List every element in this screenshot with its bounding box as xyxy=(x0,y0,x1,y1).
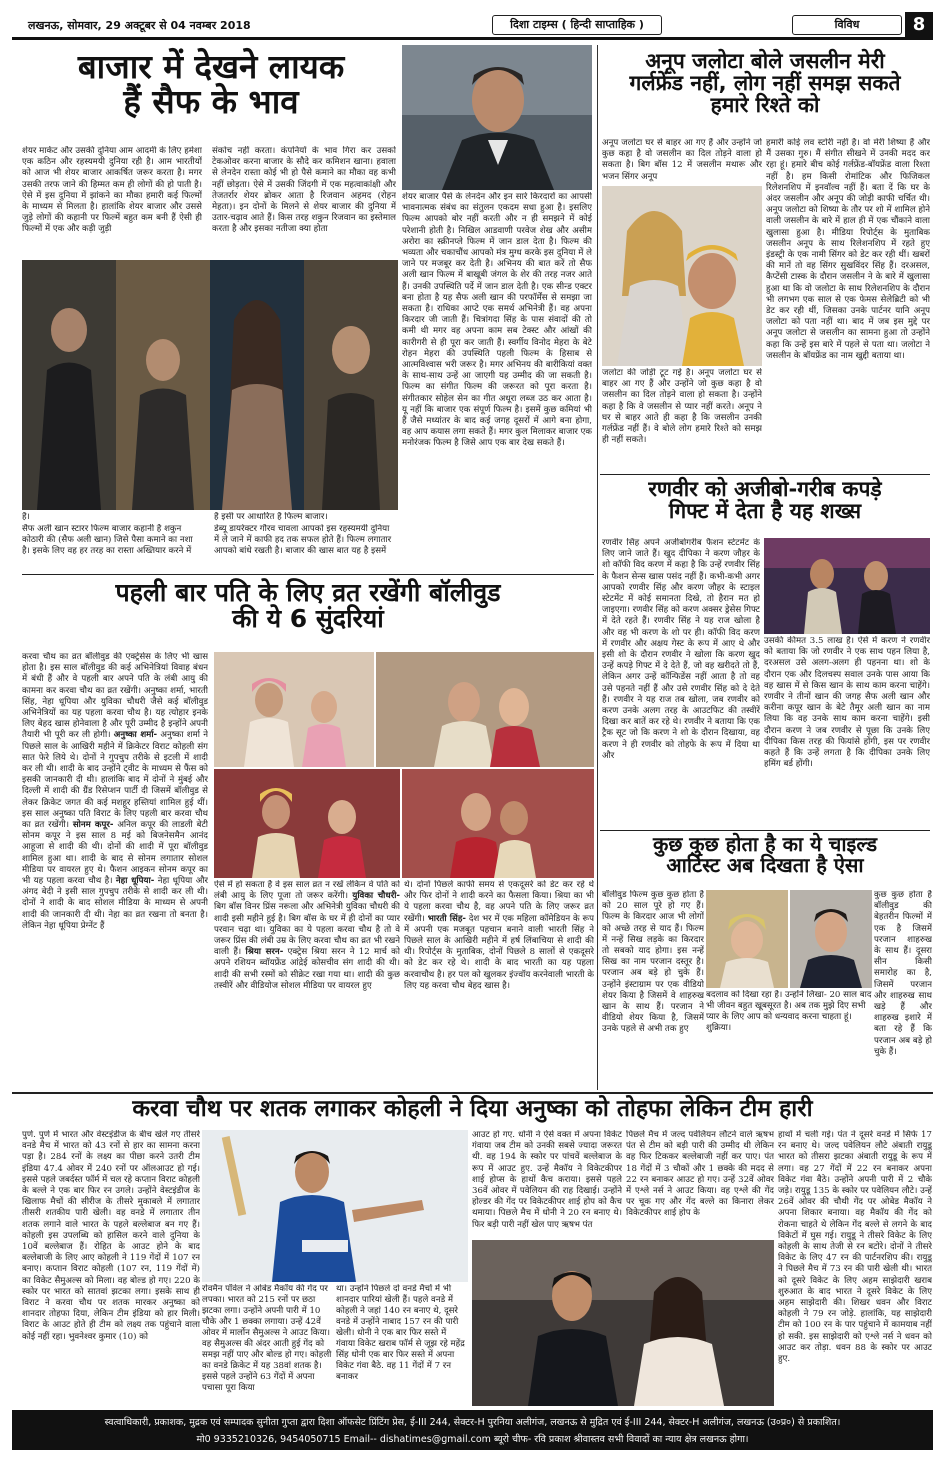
kohli-col1: पुणे. पुणे में भारत और वेस्टइंडीज के बीच खेले गए तीसरे वनडे मैच में भारत को 43 रनों से हार का सामना करना पड़ा है। 284 रनों के लक्ष्य का पीछा करने उतरी टीम इंडिया 47.4 ओवर में 240 रनों पर ऑलआउट हो गई। इससे पहले जबर्दस्त फॉर्म में चल रहे कप्तान विराट कोहली के बल्ले ने एक बार फिर रन उगले। उन्होंने वेस्टइंडीज के खिलाफ मैचों की सीरीज के तीसरे मुकाबले में लगातार तीसरी शतकीय पारी खेली। वह वनडे में लगातार तीन शतक लगाने वाले भारत के पहले बल्लेबाज बन गए हैं। कोहली इस उपलब्धि को हासिल करने वाले दुनिया के 10वें बल्लेबाज हैं। रोहित के आउट होने के बाद बल्लेबाजी के लिए आए कोहली ने 119 गेंदों में 107 रन बनाए। कप्तान विराट कोहली (107 रन, 119 गेंदों में) का विकेट सैमुअल्स को मिला। वह बोल्ड हो गए। 220 के स्कोर पर भारत को सातवां झटका लगा। इसके साथ ही विराट ने करवा चौथ पर शतक मारकर अनुष्का को शानदार तोहफा दिया, लेकिन टीम इंडिया को हार मिली। विराट के आउट होते ही टीम को लक्ष्य तक पहुंचाने वाला कोई नहीं रहा। भुवनेश्वर कुमार (10) को xyxy=(22,1130,200,1342)
karwa-col2-intro: ऐसे में हो सकता है वे इस साल व्रत न रखें लेकिन वे पति को लंबी आयु के लिए पूजा तो जरूर करेंगी। xyxy=(214,880,400,902)
karwa-col3-intro: थे। दोनों पिछले काफी समय से एकदूसरे को डेट कर रहे थे और फिर दोनों ने शादी करने का फैसला किया। श्रिया का भी ये पहला करवा चौथ है, वह अपने पति के लिए जरूर व्रत रखेंगी। xyxy=(404,880,594,924)
neha-text: नेहा धूपिया और अंगद बेदी ने इसी साल गुपचुप तरीके से शादी कर ली थी। दोनों ने शादी के बाद सोशल मीडिया के माध्यम से अपनी शादी की जानकारी दी थी। नेहा का व्रत रखना तो बनता है। लेकिन नेहा धूपिया प्रेग्नेंट हैं xyxy=(22,876,208,931)
ranveer-headline-line1: रणवीर को अजीबो-गरीब कपड़े xyxy=(648,477,882,501)
saif-caption-mid-b: डेब्यू डायरेक्टर गौरव चावला आपको इस रहस्यमयी दुनिया में ले जाने में काफी हद तक सफल होते हैं। फिल्म लगातार आपको बांधे रखती है। बाजार की खास बात यह है इसमें xyxy=(214,524,392,556)
saif-col3: शेयर बाजार पैसे के लेनदेन और इन सारे किरदारों का आपसी भावनात्मक संबंध का संतुलन एकदम सधा हुआ है। इसलिए फिल्म आपको बोर नहीं करती और न ही समझने में कोई परेशानी होती है। निखिल आडवाणी परवेज शेख और असीम अरोरा का स्क्रीनप्ले फिल्म में जान डाल देता है। फिल्म की भव्यता और चकाचौंध आपको मंत्र मुग्ध करके इस दुनिया में ले जाने पर मजबूर कर देती है। अभिनय की बात करें तो सैफ अली खान फिल्म में बाखूबी जंगल के शेर की तरह नजर आते हैं। उनकी उपस्थिति पर्दे में जान डाल देती है। एक सीन्ड एक्टर बना होता है यह सैफ अली खान की परफॉर्मेंस से समझा जा सकता है। राधिका आप्टे एक समर्थ अभिनेत्री हैं। वह अपना किरदार जी जाती हैं। चित्रांगदा सिंह के पास संवादों की तो कमी थी मगर वह अपना काम सब टेक्स्ट और आंखों की कारीगरी से ही पूरा कर जाती हैं। स्वर्गीय विनोद मेहरा के बेटे रोहन मेहरा की उपस्थिति पहली फिल्म के हिसाब से आत्मविश्वास भरी जरूर है। मगर अभिनय की बारीकियां वक्त के साथ-साथ उन्हें आ जाएगी यह उम्मीद की जा सकती है। फिल्म का संगीत फिल्म की जरूरत को पूरा करता है। संगीतकार सोहेल सेन का गीत अधूरा लब्ज उठ कर आता है। यू नहीं कि बाजार एक संपूर्ण फिल्म है। इसमें कुछ कमियां भी हैं जैसे मध्यांतर के बाद कई जगह दूसरों में आगे बना होगा, वह आप कयास लगा सकते हैं। मगर कुल मिलाकर बाजार एक मनोरंजक फिल्म है जिसे आप एक बार देख सकते हैं। xyxy=(402,192,592,449)
anup-col1-bottom: जलोटा की जोड़ी टूट गई है। अनूप जलोटा घर से बाहर आ गए हैं और उन्होंने जो कुछ कहा है वो जसलीन का दिल तोड़ने वाला हो सकता है। उन्होंने कहा है कि वे जसलीन से प्यार नहीं करते। अनूप ने घर से बाहर आते ही कहा है कि जसलीन उनकी गर्लफ्रेंड नहीं हैं। वे बोले लोग हमारे रिश्ते को समझ ही नहीं सकते। xyxy=(602,368,762,446)
kohli-batting-image xyxy=(202,1130,468,1282)
karwa-headline-line2: की ये 6 सुंदरियां xyxy=(232,604,384,634)
karwa-photo-grid xyxy=(214,652,594,878)
anup-headline xyxy=(600,50,930,116)
anup-headline-line2: गर्लफ्रेंड नहीं, लोग नहीं समझ सकते xyxy=(629,71,901,96)
saif-film-still-image xyxy=(22,260,398,510)
saif-portrait-photo xyxy=(402,45,592,190)
karwa-col3 xyxy=(404,880,594,1090)
section-divider xyxy=(22,574,594,575)
saif-film-still-photo xyxy=(22,260,398,510)
saif-portrait-image xyxy=(402,45,592,190)
shriya-label: श्रिया सरन- xyxy=(245,947,284,958)
saif-caption-left-a: है। xyxy=(22,512,30,522)
imprint-line2: मो0 9335210326, 9454050715 Email-- dishatimes@gmail.com ब्यूरो चीफ- रवि प्रकाश श्रीवास्तव सभी विवादों का न्याय क्षेत्र लखनऊ होगा। xyxy=(196,1434,749,1445)
paper-name: दिशा टाइम्स ( हिन्दी साप्ताहिक ) xyxy=(492,15,662,35)
bharti-text: देश भर में एक महिला कॉमेडियन के रूप में अपनी एक मजबूत पहचान बनाने वाली भारती सिंह ने पिछले साल के आखिरी महीने में हर्ष लिंबाचिया से शादी की थी। रिपोर्ट्स के मुताबिक, दोनों पिछले 8 सालों से एकदूसरे को डेट कर रहे थे। शादी के बाद भारती का यह पहला करवाचौथ है। हर पल को खुलकर इंज्वॉय करनेवाली भारती के लिए यह करवा चौथ बेहद खास है। xyxy=(404,913,594,991)
kohli-headline: करवा चौथ पर शतक लगाकर कोहली ने दिया अनुष्का को तोहफा लेकिन टीम हारी xyxy=(132,1096,813,1122)
karwa-headline-line1: पहली बार पति के लिए व्रत रखेंगी बॉलीवुड xyxy=(115,578,501,607)
masthead xyxy=(12,12,933,40)
kohli-col4-top: पिछले मैच में जल्द पवेलियन लौटने वाले ऋषभ पंत से टीम को बड़ी पारी की उम्मीद थी लेकिन वह फिर टिककर बल्लेबाजी नहीं कर पाए। पंत 18 गेंदों में 3 चौकों और 1 छक्के की मदद से 22 रन बनाकर आउट हो गए। उन्हें 32वें ओवर में एश्ले नर्स ने आउट किया। वह एश्ले की गेंद पर चूक गए और गेंद बल्ले का किनारा लेकर विकेटकीपर शाई होप के xyxy=(626,1130,774,1219)
yuvika-label: युविका चौधरी- xyxy=(352,891,400,902)
child-col1: बॉलीवुड फिल्म कुछ कुछ होता है को 20 साल पूरे हो गए हैं। फिल्म के किरदार आज भी लोगों को अच्छे तरह से याद हैं। फिल्म में नन्हें सिख लड़के का किरदार तो सबको याद होगा। इस नन्हें सिख का नाम परजान दस्तूर है। परजान अब बड़े हो चुके हैं। उन्होंने इंस्टाग्राम पर एक वीडियो शेयर किया है जिसमें वे शाहरुख खान के साथ हैं। परजान ने वीडियो शेयर किया है, जिसमें उनके पहले से अभी तक हुए xyxy=(602,890,704,1035)
karwa-col2 xyxy=(214,880,400,1090)
kohli-anushka-photo xyxy=(472,1240,774,1406)
kohli-batting-photo xyxy=(202,1130,468,1282)
child-col2: कुछ कुछ होता है बॉलीवुड की बेहतरीन फिल्मों में एक है जिसमें परजान शाहरुख के साथ हैं। दूसरा सीन किसी समारोह का है, जिसमें परजान और शाहरुख साथ खड़े हैं और शाहरुख इशारे में बता रहे हैं कि परजान अब बड़े हो चुके हैं। xyxy=(874,890,932,1057)
yuvika-text: बिग बॉस विनर प्रिंस नरूला और अभिनेत्री युविका चौधरी की शादी इसी महीने हुई है। बिग बॉस के घर में ही दोनों का प्यार परवान चढ़ा था। युविका का ये पहला करवा चौथ है तो वे जरूर प्रिंस की लंबी उम्र के लिए करवा चौथ का व्रत भी रखने वाली हैं। xyxy=(214,902,400,958)
karwa-headline xyxy=(22,580,594,633)
anushka-label: अनुष्का शर्मा- xyxy=(113,730,158,741)
kohli-col3-top: आउट हो गए. धोनी ने ऐसे वक्त में अपना विकेट गंवाया जब टीम को उनकी सबसे ज्यादा जरूरत थी. वह 194 के स्कोर पर पांचवें बल्लेबाज के रूप में आउट हुए. उन्हें मैकॉय ने विकेटकीपर शाई होप्स के हाथों कैच कराया। इससे पहले 36वें ओवर में पवेलियन की राह दिखाई। उन्होंने होल्डर की गेंद पर विकेटकीपर शाई होप को कैच थमाया। पिछले मैच में धोनी ने 20 रन बनाए थे। फिर बड़ी पारी नहीं खेल पाए ऋषभ पंत xyxy=(472,1130,622,1230)
date-line: लखनऊ, सोमवार, 29 अक्टूबर से 04 नवम्बर 2018 xyxy=(28,19,251,32)
anup-col1-top: अनूप जलोटा घर से बाहर आ गए हैं और उन्होंने जो कुछ कहा है वो जसलीन का दिल तोड़ने वाला हो सकता है। बिग बॉस 12 में जसलीन मथारू और भजन सिंगर अनूप xyxy=(602,138,762,182)
karwa-intro: करवा चौथ का व्रत बॉलीवुड की एक्ट्रेसेस के लिए भी खास होता है। इस साल बॉलीवुड की कई अभिनेत्रियां विवाह बंधन में बंधी हैं और वे पहली बार अपने पति के लंबी आयु की कामना कर करवा चौथ का व्रत रखेंगी। अनुष्का शर्मा, भारती सिंह, नेहा धूपिया और युविका चौधरी जैसे कई बॉलीवुड अभिनेत्रियों का यह पहला करवा चौथ है। यह त्योहार इनके लिए बेहद खास होनेवाला है और पूरी उम्मीद है इन्होंने अपनी तैयारी भी पूरी कर ली होगी। xyxy=(22,652,208,741)
saif-caption-left-b: सैफ अली खान स्टारर फिल्म बाजार कहानी है शकुन कोठारी की (सैफ अली खान) जिसे पैसा कमाने का नशा है। इसके लिए वह हर तरह का रास्ता अख्तियार करने में xyxy=(22,524,193,556)
saif-headline-line1: बाजार में देखने लायक xyxy=(77,47,345,86)
child-young-image xyxy=(706,890,788,988)
ranveer-headline xyxy=(600,478,930,522)
saif-headline xyxy=(22,47,400,121)
saif-col2: संकोच नहीं करता। कंपनियों के भाव गिरा कर उसको टेकओवर करना बाजार के सौदे कर कमिशन खाना। हवाला से लेनदेन रास्ता कोई भी हो पैसे कमाने का मौका वह कभी नहीं छोड़ता। ऐसे में उसकी जिंदगी में एक महत्वाकांक्षी और तेजतर्रार शेयर ब्रोकर आता है रिजवान अहमद (रोहन मेहता)। इन दोनों के मिलने से शेयर बाजार की दुनिया में उतार-चढ़ाव आते हैं। किस तरह शकुन रिजवान का इस्तेमाल करता है और इसका नतीजा क्या होता xyxy=(212,146,396,235)
anushka-text: अनुष्का शर्मा ने पिछले साल के आखिरी महीने में क्रिकेटर विराट कोहली संग सात फेरे लिये थे। दोनों ने गुपचुप तरीके से इटली में शादी कर ली थी। शादी के बाद उन्होंने ट्वीट के माध्यम से फैंस को इसकी जानकारी दी थी। हालांकि बाद में दोनों ने मुंबई और दिल्ली में शादी की ग्रैंड रिसेप्शन पार्टी दी जिसमें बॉलीवुड से लेकर क्रिकेट जगत की कई मशहूर हस्तियां शामिल हुई थीं। इस साल अनुष्का पति विराट के लिए पहली बार करवा चौथ का व्रत रखेंगी। xyxy=(22,730,208,831)
saif-caption-mid-a: है इसी पर आधारित है फिल्म बाजार। xyxy=(214,512,328,522)
kohli-anushka-image xyxy=(472,1240,774,1406)
karwa-wedding-collage-image xyxy=(214,652,594,878)
saif-headline-line2: हैं सैफ के भाव xyxy=(123,81,299,121)
shriya-text: एक्ट्रेस श्रिया सरन ने 12 मार्च को अपने रशियन ब्वॉयफ्रेंड आंद्रेई कोसचीव संग शादी की थी। शादी की सभी रस्मों को सीक्रेट रखा गया था। शादी की कुछ तस्वीरें और वीडियोज सोशल मीडिया पर वायरल हुए xyxy=(214,947,400,991)
karwa-col1 xyxy=(22,652,208,1090)
anup-headline-line1: अनूप जलोटा बोले जसलीन मेरी xyxy=(645,49,885,73)
imprint-line1: स्वत्वाधिकारी, प्रकाशक, मुद्रक एवं सम्पादक सुनीता गुप्ता द्वारा दिशा ऑफसेट प्रिंटिंग प्रेस, ई-III 244, सेक्टर-H पुरनिया अलीगंज, लखनऊ से मुद्रित एवं ई-III 244, सेक्टर-H अलीगंज, लखनऊ (उ०प्र०) से प्रकाशित। xyxy=(104,1417,841,1428)
kohli-col5: हाथों में चली गई। पंत ने दूसरे वनडे में सिर्फ 17 रन बनाए थे। जल्द पवेलियन लौटे अंबाती रायुडू भारत को तीसरा झटका अंबाती रायुडू के रूप में लगा। वह 27 गेंदों में 22 रन बनाकर अपना विकेट गंवा बैठे। उन्होंने अपनी पारी में 2 चौके जड़े। रायुडू 135 के स्कोर पर पवेलियन लौटे। उन्हें 26वें ओवर की चौथी गेंद पर ओबेड मैकॉय ने अपना शिकार बनाया। वह मैकॉय की गेंद को रोकना चाहते थे लेकिन गेंद बल्ले से लगने के बाद विकेटों में घुस गई। रायुडू ने तीसरे विकेट के लिए कोहली के साथ तेजी से रन बटोरे। दोनों ने तीसरे विकेट के लिए 47 रन की पार्टनरशिप की। रायुडू ने पिछले मैच में 73 रन की पारी खेली थी। भारत को दूसरे विकेट के लिए अहम साझेदारी खराब शुरुआत के बाद भारत ने दूसरे विकेट के लिए अहम साझेदारी की। शिखर धवन और विराट कोहली ने 79 रन जोड़े. हालांकि, यह साझेदारी टीम को 100 रन के पार पहुंचाने में कामयाब नहीं हो सकी. इस साझेदारी को एश्ले नर्स ने धवन को आउट कर तोड़ा. धवन 88 के स्कोर पर आउट हुए. xyxy=(778,1130,932,1365)
imprint-footer xyxy=(12,1410,933,1450)
section-label: विविध xyxy=(792,15,902,35)
child-headline-line1: कुछ कुछ होता है का ये चाइल्ड xyxy=(652,832,878,856)
ranveer-col1: रणवीर सिंह अपने अजीबोगरीब फैशन स्टेटमेंट के लिए जाने जाते हैं। खुद दीपिका ने करण जौहर के शो कॉफी विद करण में कहा है कि उन्हें रणवीर सिंह के फैशन सेन्स खास पसंद नहीं हैं। कभी-कभी अगर आपको रणवीर सिंह और करण जौहर के स्टाइल स्टेटमेंट में कोई समानता दिखे, तो हैरान मत हो जाइएगा। रणवीर सिंह को करण अक्सर ड्रेसेस गिफ्ट में देते रहते हैं। रणवीर सिंह ने यह राज खोला है और वह भी करण के शो पर ही। कॉफी विद करण में रणवीर और अक्षय गेस्ट के रूप में आए थे और इसी शो के दौरान रणवीर ने खोला कि करण खुद उन्हें कपड़े गिफ्ट में दे देते हैं, जो वह खरीदते तो हैं, लेकिन अगर उन्हें कॉन्फिडेंस नहीं आता है तो वह उसे पहनते नहीं हैं और उसे रणवीर सिंह को दे देते हैं। रणवीर ने यह राज तब खोला, जब रणवीर को करण उनके अलग तरह के आउटफिट की तस्वीरें दिखा कर बातें कर रहे थे। रणवीर ने बताया कि एक ट्रैक सूट जो कि करण ने शो के दौरान दिखाया, वह करण ने ही रणवीर को तोहफे के रूप में दिया था और xyxy=(602,538,760,761)
section-divider xyxy=(600,474,930,475)
anup-col2: हमारी कोई लव स्टोरी नहीं है। वो मेरी शिष्या हैं और मैं उसका गुरु। मैं संगीत सीखने में उनकी मदद कर रहा हूं। हमारे बीच कोई गर्लफ्रेंड-बॉयफ्रेंड वाला रिश्ता नहीं है। हम किसी रोमांटिक और फिजिकल रिलेशनशिप में इनवॉल्व नहीं हैं। बता दें कि घर के अंदर जसलीन और अनूप की जोड़ी काफी चर्चित थी। अनूप जलोटा को शिष्या के तौर पर शो में शामिल होने वाली जसलीन के बारे में हाल ही में एक चौंकाने वाला खुलासा हुआ है। मीडिया रिपोर्ट्स के मुताबिक जसलीन अनूप के साथ रिलेशनशिप में रहते हुए इंडस्ट्री के एक नामी सिंगर को डेट कर रही थीं। खबरों की मानें तो वह सिंगर सुखविंदर सिंह हैं। दरअसल, कैप्टेंसी टास्क के दौरान जसलीन ने के बारे में खुलासा हुआ था कि वो जलोटा के साथ रिलेशनशिप के दौरान भी लगभग एक साल से एक फेमस सेलेब्रिटी को भी डेट कर रही थीं, जिसका उनके पार्टनर यानि अनूप जलोटा को पता नहीं था। बाद में जब इस मुद्दे पर अनूप जलोटा से जसलीन का सामना हुआ तो उन्होंने कहा कि उन्हें इस बारे में पहले से पता था। जलोटा ने जसलीन के बॉयफ्रेंड का नाम खुद्दी बताया था। xyxy=(766,138,930,361)
bharti-label: भारती सिंह- xyxy=(427,913,466,924)
ranveer-headline-line2: गिफ्ट में देता है यह शख्स xyxy=(668,499,862,524)
child-headline xyxy=(600,834,930,876)
child-grown-image xyxy=(790,890,872,988)
kohli-col2-caption: रोवमैन पॉवेल ने ओबेड मैकॉय की गेंद पर लपका। भारत को 215 रनों पर छठा झटका लगा। उन्होंने अपनी पारी में 10 चौके और 1 छक्का लगाया। उन्हें 42वें ओवर में मार्लोन सैमुअल्स ने आउट किया। वह सैमुअल्स की अंदर आती हुई गेंद को समझ नहीं पाए और बोल्ड हो गए। कोहली का वनडे क्रिकेट में यह 38वां शतक है। इससे पहले उन्होंने 63 गेंदों में अपना पचासा पूरा किया xyxy=(202,1284,332,1393)
anup-headline-line3: हमारे रिश्ते को xyxy=(710,93,820,118)
column-divider xyxy=(597,45,598,1090)
neha-label: नेहा धूपिया- xyxy=(115,876,155,887)
child-headline-line2: आर्टिस्ट अब दिखता है ऐसा xyxy=(666,853,864,877)
sonam-label: सोनम कपूर- xyxy=(72,820,114,831)
ranveer-col2: उसकी कीमत 3.5 लाख है। ऐसे में करण ने रणवीर को बताया कि जो रणवीर ने एक साथ पहन लिया है, दरअसल उसे अलग-अलग ही पहनना था। शो के दौरान एक और दिलचस्प सवाल उनके पास आया कि वह खास में से किस खान के साथ काम करना चाहेंगे। रणवीर ने तीनों खान की जगह सैफ अली खान और करीना कपूर खान के बेटे तैमूर अली खान का नाम लिया कि वह उनके साथ काम करना चाहेंगे। इसी दौरान करण ने जब रणवीर से पूछा कि उनके लिए दीपिका किस तरह की फियांसे होंगी, इस पर रणवीर कहते हैं कि उन्हें लगता है कि दीपिका उनके लिए हमिंग बर्ड होंगी। xyxy=(764,636,930,770)
anup-couple-photo xyxy=(602,186,762,366)
child-photo-grown xyxy=(790,890,872,988)
section-divider xyxy=(12,1092,933,1094)
section-divider xyxy=(600,830,930,831)
sonam-text: अनिल कपूर की लाडली बेटी सोनम कपूर ने इस साल 8 मई को बिजनेसमैन आनंद आहूजा से शादी की थी। दोनों की शादी में पूरा बॉलीवुड शामिल हुआ था। शादी के बाद से सोनम लगातार सोशल मीडिया पर वायरल हुए थे। फैशन आइकन सोनम कपूर का भी यह पहला करवा चौथ है। xyxy=(22,820,208,887)
page-number: 8 xyxy=(905,12,933,38)
child-photo-young xyxy=(706,890,788,988)
ranveer-image xyxy=(764,538,930,634)
saif-col1: शेयर मार्केट और उसकी दुनिया आम आदमी के लिए हमेशा एक कठिन और रहस्यमयी दुनिया रही है। आम भारतीयों को आज भी शेयर बाजार आकर्षित जरूर करता है। मगर उसकी तरफ जाने की हिम्मत कम ही लोगों की हो पाती है। ऐसे में इस दुनिया में झांकने का मौका हमारी कई फिल्मों के माध्यम से मिलता है। हालांकि शेयर बाजार और उससे जुड़े लोगों की कहानी पर फिल्में बहुत कम बनी हैं ऐसी ही फिल्मों में एक और कड़ी जुड़ी xyxy=(22,146,202,235)
anup-couple-image xyxy=(602,186,762,366)
child-photo-caption: बदलाव को दिखा रहा है। उन्होंने लिखा- 20 साल बाद भी जीवन बहुत खूबसूरत है। अब तक मुझे दिए सभी प्यार के लिए आप को धन्यवाद करना चाहता हूं। शुक्रिया। xyxy=(706,990,872,1033)
ranveer-photo xyxy=(764,538,930,634)
kohli-col3-caption: था। उन्होंने पिछले दो वनडे मैचों में भी शानदार पारियां खेली हैं। पहले वनडे में कोहली ने जहां 140 रन बनाए थे, दूसरे वनडे में उन्होंने नाबाद 157 रन की पारी खेली। धोनी ने एक बार फिर सस्ते में गंवाया विकेट खराब फॉर्म से जूझ रहे महेंद्र सिंह धोनी एक बार फिर सस्ते में अपना विकेट गंवा बैठे. वह 11 गेंदों में 7 रन बनाकर xyxy=(336,1284,465,1382)
